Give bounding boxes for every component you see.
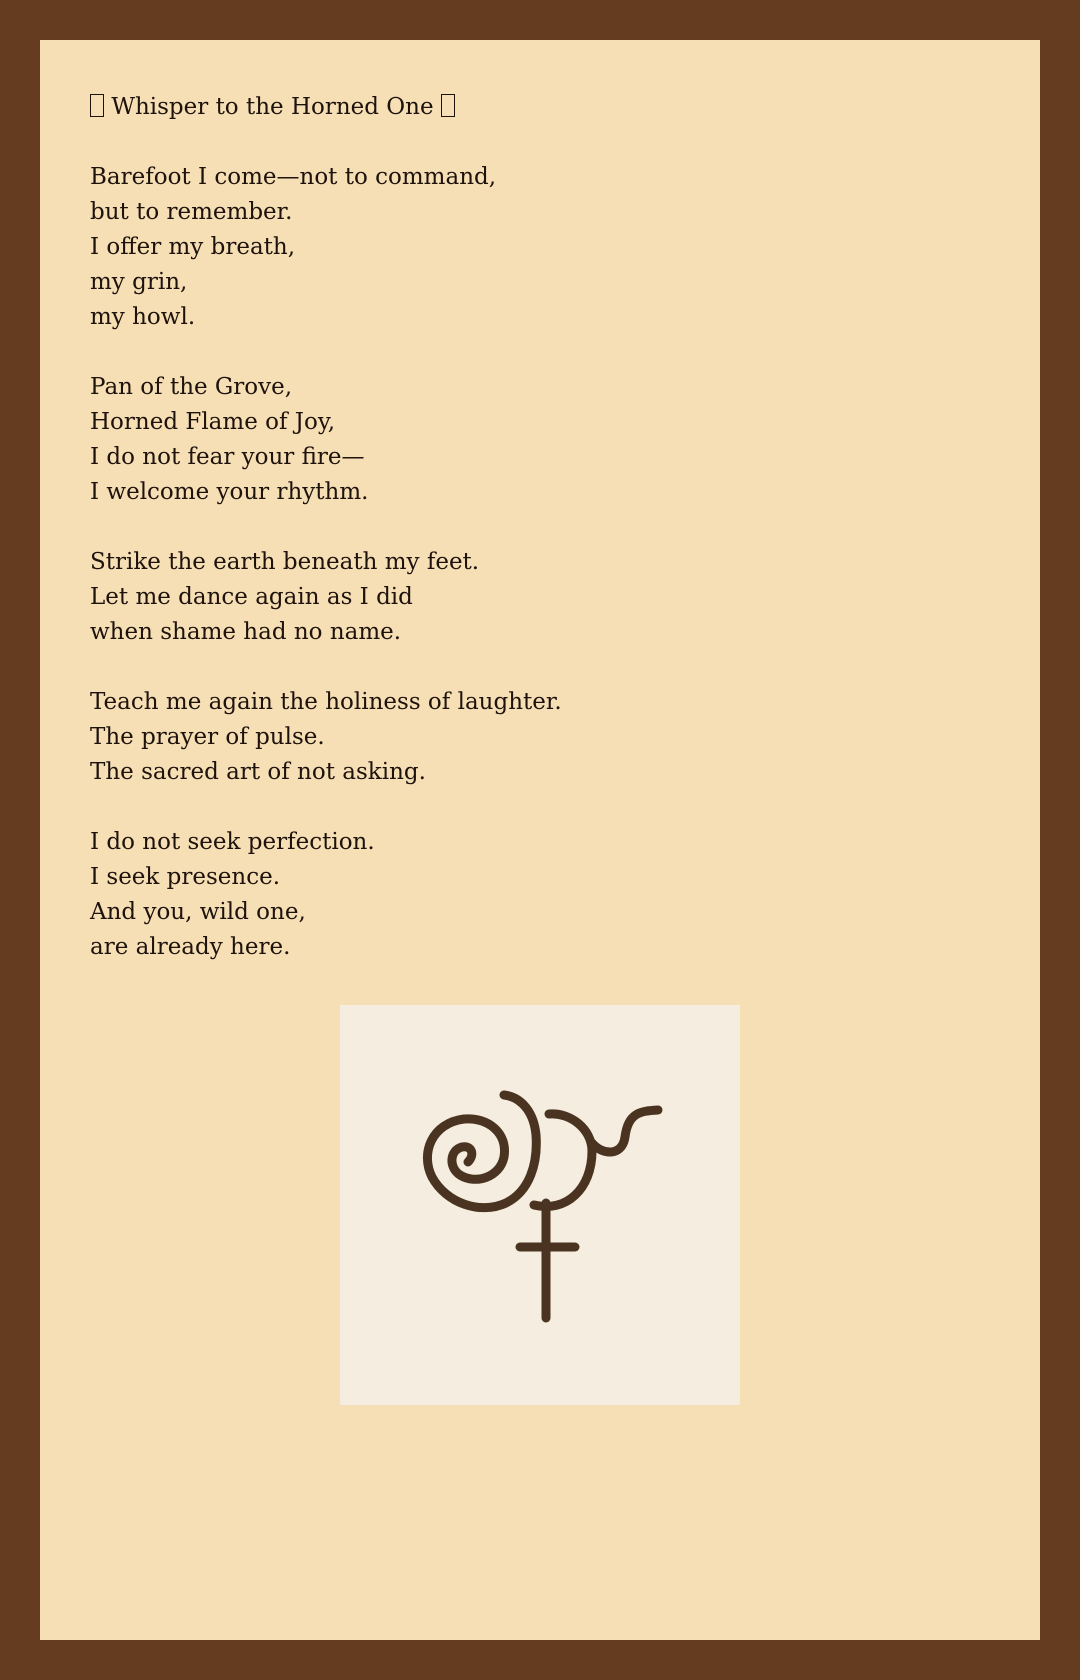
stanza [90,370,990,510]
poem-line: The prayer of pulse. [90,724,325,750]
stanza [90,685,990,790]
poem-line: Barefoot I come—not to command, [90,164,497,190]
poem-line: Teach me again the holiness of laughter. [90,689,562,715]
poem-line: I seek presence. [90,864,281,890]
poem-line: Strike the earth beneath my feet. [90,549,480,575]
stanza [90,545,990,650]
poem-line: The sacred art of not asking. [90,759,426,785]
poem-line: when shame had no name. [90,619,402,645]
poem-line: I do not fear your fire— [90,444,365,470]
poem-line: I welcome your rhythm. [90,479,369,505]
poem-line: my howl. [90,304,196,330]
poem-line: I offer my breath, [90,234,296,260]
poem-line: Horned Flame of Joy, [90,409,336,435]
missing-glyph-icon [441,94,455,117]
poem-page [40,40,1040,1640]
poem-line: Pan of the Grove, [90,374,293,400]
pan-horned-sigil-icon [340,1005,740,1405]
poem-line: my grin, [90,269,188,295]
poem-title-text: Whisper to the Horned One [111,94,434,120]
poem-line: I do not seek perfection. [90,829,375,855]
poem-title [90,90,990,125]
poem-line: And you, wild one, [90,899,306,925]
poem-line: are already here. [90,934,291,960]
poem-line: but to remember. [90,199,293,225]
missing-glyph-icon [90,94,104,117]
poem-line: Let me dance again as I did [90,584,413,610]
poem [90,90,990,1000]
stanza [90,825,990,965]
stanza [90,160,990,335]
